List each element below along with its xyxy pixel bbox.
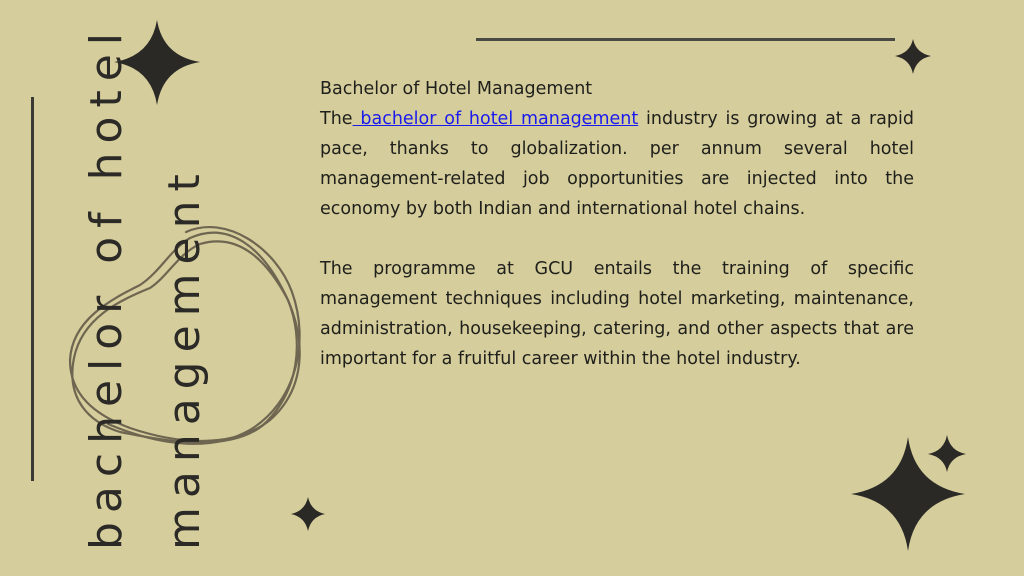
star-small-bottom-middle: [291, 497, 325, 531]
paragraph-1-text: industry is growing at a rapid pace, thanks to globalization. per annum several hotel management-related job opportunities are injected into the economy by both Indian and international hotel chains.: [320, 109, 914, 219]
vertical-title: [75, 23, 210, 552]
vertical-title-line-1: bachelor of hotel: [81, 23, 132, 550]
paragraph-1: [320, 104, 914, 224]
content-block: [320, 74, 914, 374]
vertical-title-line-2: management: [159, 165, 210, 550]
star-small-top-right: [895, 39, 931, 74]
paragraph-2: The programme at GCU entails the training of specific management techniques including hotel marketing, maintenance, administration, housekeeping, catering, and other aspects that are important for a fruitful career within the hotel industry.: [320, 259, 914, 369]
paragraph-1-prefix: The: [320, 109, 353, 129]
star-small-bottom-right: [928, 435, 966, 472]
bachelor-of-hotel-management-link[interactable]: bachelor of hotel management: [352, 109, 639, 129]
content-heading: Bachelor of Hotel Management: [320, 79, 593, 99]
